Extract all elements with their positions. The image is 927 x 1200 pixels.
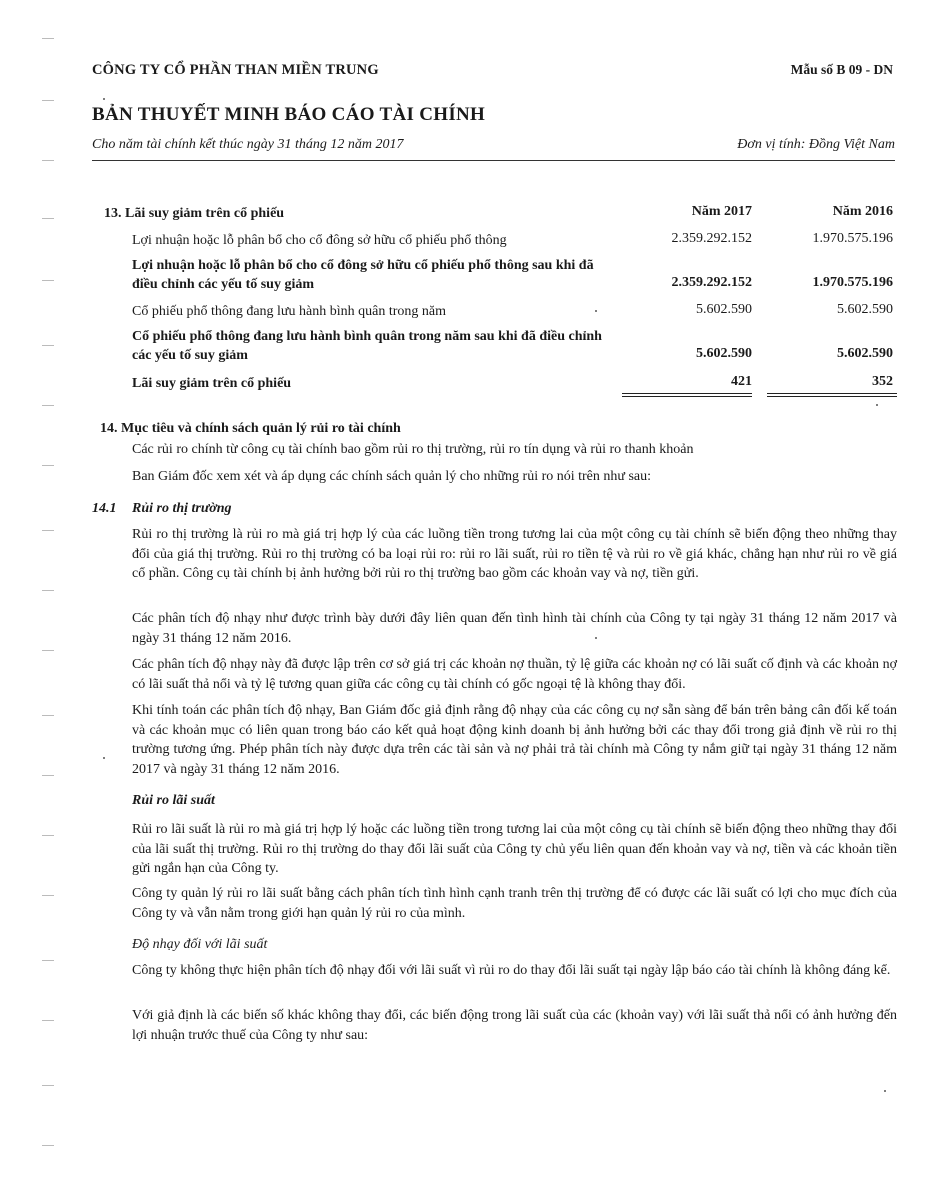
form-number: Mẫu số B 09 - DN — [790, 62, 893, 77]
scan-speck — [884, 1090, 886, 1092]
scan-speck — [595, 637, 597, 639]
total-rule-2016-bottom — [767, 396, 897, 397]
sensitivity-title: Độ nhạy đối với lãi suất — [132, 937, 268, 952]
column-header-2016: Năm 2016 — [832, 204, 893, 219]
document-title: BẢN THUYẾT MINH BÁO CÁO TÀI CHÍNH — [92, 104, 486, 125]
value-2017: 5.602.590 — [696, 302, 752, 317]
currency-unit: Đơn vị tính: Đồng Việt Nam — [737, 137, 895, 152]
row-label: Lợi nhuận hoặc lỗ phân bổ cho cổ đông sở hữu cổ phiếu phổ thông — [132, 233, 507, 248]
row-label: Lãi suy giảm trên cổ phiếu — [132, 376, 292, 391]
total-rule-2017-top — [622, 393, 752, 394]
section-14-1-number: 14.1 — [92, 501, 117, 516]
sensitivity-paragraph: Công ty không thực hiện phân tích độ nhạy đối với lãi suất vì rủi ro do thay đổi lãi suất tại ngày lập báo cáo tài chính là không đáng kể. — [132, 963, 891, 978]
interest-rate-risk-title: Rủi ro lãi suất — [132, 793, 215, 808]
value-2017: 5.602.590 — [696, 346, 752, 361]
value-2017: 2.359.292.152 — [671, 231, 752, 246]
section-14-1-paragraph: Các phân tích độ nhạy này đã được lập trên cơ sở giá trị các khoản nợ thuần, tỷ lệ giữa các khoản nợ có lãi suất cố định và các khoản nợ có lãi suất thả nổi và tỷ lệ tương quan giữa các công cụ tài chính có gốc ngoại tệ là không thay đổi. — [132, 657, 897, 692]
section-14-title: 14. Mục tiêu và chính sách quản lý rủi ro tài chính — [100, 421, 401, 436]
reporting-period: Cho năm tài chính kết thúc ngày 31 tháng 12 năm 2017 — [92, 137, 404, 152]
total-rule-2017-bottom — [622, 396, 752, 397]
section-14-paragraph: Ban Giám đốc xem xét và áp dụng các chính sách quản lý cho những rủi ro nói trên như sau: — [132, 469, 652, 484]
section-14-1-paragraph: Các phân tích độ nhạy như được trình bày dưới đây liên quan đến tình hình tài chính của Công ty tại ngày 31 tháng 12 năm 2017 và ngày 31 tháng 12 năm 2016. — [132, 611, 897, 646]
scan-speck — [103, 757, 105, 759]
table-title: 13. Lãi suy giảm trên cổ phiếu — [104, 206, 285, 221]
value-2017: 421 — [731, 374, 752, 389]
row-label: Cổ phiếu phổ thông đang lưu hành bình quân trong năm — [132, 304, 446, 319]
value-2016: 1.970.575.196 — [812, 275, 893, 290]
value-2017: 2.359.292.152 — [671, 275, 752, 290]
section-14-1-heading — [92, 501, 232, 517]
section-14-1-title: Rủi ro thị trường — [132, 501, 232, 516]
value-2016: 352 — [872, 374, 893, 389]
value-2016: 5.602.590 — [837, 346, 893, 361]
value-2016: 5.602.590 — [837, 302, 893, 317]
scan-speck — [876, 404, 878, 406]
row-label: Lợi nhuận hoặc lỗ phân bổ cho cổ đông sở hữu cổ phiếu phổ thông sau khi đã điều chỉnh các yếu tố suy giảm — [132, 258, 594, 292]
total-rule-2016-top — [767, 393, 897, 394]
scan-edge-marks — [0, 0, 60, 1200]
row-label: Cổ phiếu phổ thông đang lưu hành bình quân trong năm sau khi đã điều chỉnh các yếu tố suy giảm — [132, 329, 602, 363]
interest-rate-paragraph: Công ty quản lý rủi ro lãi suất bằng cách phân tích tình hình cạnh tranh trên thị trường để có được các lãi suất có lợi cho mục đích của Công ty và vẫn nằm trong giới hạn quản lý rủi ro của mình. — [132, 886, 897, 921]
column-header-2017: Năm 2017 — [691, 204, 752, 219]
section-14-1-paragraph: Rủi ro thị trường là rủi ro mà giá trị hợp lý của các luồng tiền trong tương lai của một công cụ tài chính sẽ biến động theo những thay đổi của giá thị trường. Rủi ro thị trường có ba loại rủi ro: rủi ro lãi suất, rủi ro tiền tệ và rủi ro về giá khác, chẳng hạn như rủi ro về giá cổ phần. Công cụ tài chính bị ảnh hưởng bởi rủi ro thị trường bao gồm các khoản vay và nợ, tiền gửi. — [132, 527, 897, 581]
section-14-paragraph: Các rủi ro chính từ công cụ tài chính bao gồm rủi ro thị trường, rủi ro tín dụng và rủi ro thanh khoản — [132, 442, 694, 457]
value-2016: 1.970.575.196 — [812, 231, 893, 246]
company-name: CÔNG TY CỔ PHẦN THAN MIỀN TRUNG — [92, 62, 379, 78]
scan-speck — [595, 310, 597, 312]
scan-speck — [103, 98, 105, 100]
interest-rate-paragraph: Rủi ro lãi suất là rủi ro mà giá trị hợp lý hoặc các luồng tiền trong tương lai của một công cụ tài chính sẽ biến động theo những thay đổi của lãi suất thị trường. Rủi ro thị trường do thay đổi lãi suất của Công ty chủ yếu liên quan đến khoản vay và nợ, tiền và các khoản tiền gửi ngắn hạn của Công ty. — [132, 822, 897, 876]
header-rule — [92, 160, 895, 161]
section-14-1-paragraph: Khi tính toán các phân tích độ nhạy, Ban Giám đốc giả định rằng độ nhạy của các công cụ nợ sẵn sàng để bán trên bảng cân đối kế toán và các khoản mục có liên quan trong báo cáo kết quả hoạt động kinh doanh bị ảnh hưởng bởi các thay đổi trong giả định về rủi ro thị trường tương ứng. Phép phân tích này được dựa trên các tài sản và nợ phải trả tài chính mà Công ty nắm giữ tại ngày 31 tháng 12 năm 2017 và ngày 31 tháng 12 năm 2016. — [132, 703, 897, 777]
sensitivity-paragraph: Với giả định là các biến số khác không thay đổi, các biến động trong lãi suất của các (khoản vay) với lãi suất thả nổi có ảnh hưởng đến lợi nhuận trước thuế của Công ty như sau: — [132, 1008, 897, 1043]
